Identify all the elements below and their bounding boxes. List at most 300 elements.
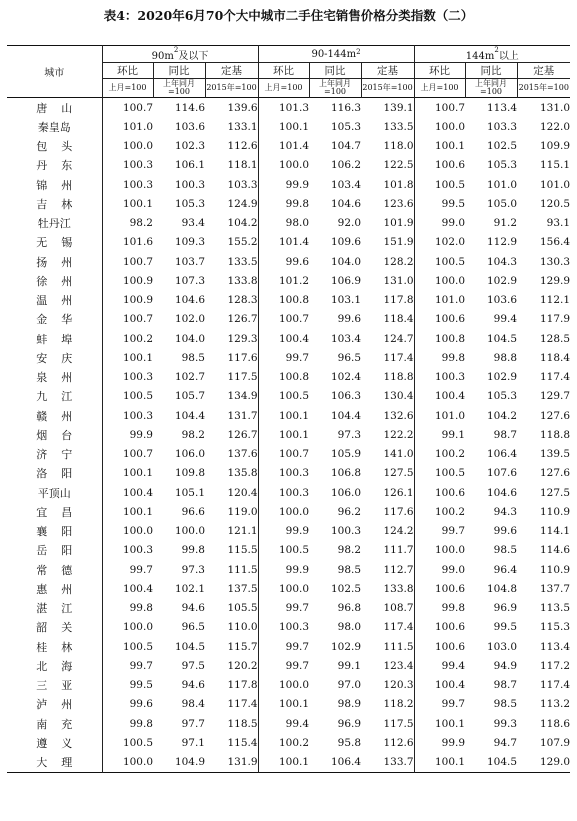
index-value: 102.5 xyxy=(486,140,518,153)
index-value: 117.4 xyxy=(539,679,571,692)
table-row xyxy=(7,233,570,252)
table-row xyxy=(7,618,570,637)
index-value: 104.5 xyxy=(174,640,205,653)
index-value: 100.7 xyxy=(102,445,153,464)
table-row xyxy=(7,214,570,233)
index-value: 100.5 xyxy=(414,464,465,483)
table-row xyxy=(7,310,570,329)
index-value: 117.4 xyxy=(539,371,571,384)
group-header: $90m^2$及以下 xyxy=(102,46,258,63)
city-name: 遵义 xyxy=(36,736,87,750)
table-row xyxy=(7,445,570,464)
city-name: 赣州 xyxy=(36,409,87,423)
price-index-table xyxy=(7,45,570,773)
index-value: 109.9 xyxy=(539,140,571,153)
index-value: 100.0 xyxy=(102,137,153,156)
page-title: 表4：2020年6月70个大中城市二手住宅销售价格分类指数（二） xyxy=(103,8,474,23)
index-value: 100.0 xyxy=(102,753,153,773)
index-value: 118.1 xyxy=(227,159,258,172)
index-value: 100.0 xyxy=(258,579,309,598)
index-value: 117.9 xyxy=(539,313,571,326)
index-value: 127.6 xyxy=(539,409,571,422)
index-value: 100.0 xyxy=(102,522,153,541)
index-value: 100.3 xyxy=(330,525,362,538)
city-name: 吉林 xyxy=(36,197,87,211)
table-row xyxy=(7,117,570,136)
index-value: 100.9 xyxy=(102,271,153,290)
index-value: 101.2 xyxy=(258,271,309,290)
index-value: 100.6 xyxy=(414,637,465,656)
sub-header-yoy: 同比 xyxy=(309,63,361,79)
index-value: 100.5 xyxy=(414,252,465,271)
index-value: 102.9 xyxy=(486,371,518,384)
index-value: 100.4 xyxy=(414,676,465,695)
city-name: 无锡 xyxy=(36,236,87,250)
index-value: 99.9 xyxy=(258,560,309,579)
table-row xyxy=(7,271,570,290)
index-value: 92.0 xyxy=(337,217,362,230)
index-value: 126.7 xyxy=(227,428,258,441)
index-value: 130.3 xyxy=(539,255,571,268)
city-name: 烟台 xyxy=(36,428,87,442)
index-value: 100.8 xyxy=(258,291,309,310)
index-value: 96.5 xyxy=(181,621,205,634)
index-value: 104.7 xyxy=(330,140,362,153)
index-value: 100.1 xyxy=(414,714,465,733)
city-name: 韶关 xyxy=(36,621,87,635)
index-value: 117.4 xyxy=(383,621,414,634)
index-value: 117.2 xyxy=(539,659,571,672)
city-name: 湛江 xyxy=(36,602,87,616)
index-value: 126.7 xyxy=(227,313,258,326)
index-value: 139.1 xyxy=(383,101,414,114)
index-value: 137.7 xyxy=(539,582,571,595)
index-value: 99.4 xyxy=(414,656,465,675)
index-value: 118.0 xyxy=(383,140,414,153)
index-value: 115.5 xyxy=(227,544,258,557)
city-name: 蚌埠 xyxy=(36,332,87,346)
index-value: 100.2 xyxy=(102,329,153,348)
index-value: 99.7 xyxy=(258,656,309,675)
table-row xyxy=(7,522,570,541)
index-value: 127.5 xyxy=(383,467,414,480)
index-value: 131.7 xyxy=(227,409,258,422)
city-name: 唐山 xyxy=(36,101,87,115)
index-value: 100.3 xyxy=(102,406,153,425)
index-value: 93.1 xyxy=(546,217,571,230)
index-value: 99.1 xyxy=(414,425,465,444)
index-value: 99.5 xyxy=(493,621,518,634)
index-value: 98.5 xyxy=(493,544,518,557)
city-name: 牡丹江 xyxy=(37,217,71,231)
table-row xyxy=(7,252,570,271)
index-value: 100.7 xyxy=(102,252,153,271)
index-value: 100.7 xyxy=(414,98,465,118)
index-value: 97.3 xyxy=(181,563,205,576)
index-value: 103.1 xyxy=(330,294,362,307)
index-value: 99.8 xyxy=(102,599,153,618)
base-label: 上月=100 xyxy=(258,79,309,98)
index-value: 106.8 xyxy=(330,467,362,480)
city-name: 泉州 xyxy=(36,371,87,385)
table-row xyxy=(7,541,570,560)
index-value: 105.3 xyxy=(174,197,205,210)
index-value: 117.6 xyxy=(383,505,414,518)
index-value: 98.2 xyxy=(181,428,205,441)
index-value: 115.4 xyxy=(227,736,258,749)
city-name: 扬州 xyxy=(36,255,87,269)
table-row xyxy=(7,714,570,733)
index-value: 100.1 xyxy=(102,194,153,213)
index-value: 98.2 xyxy=(337,544,362,557)
index-value: 115.1 xyxy=(539,159,571,172)
index-value: 104.4 xyxy=(330,409,362,422)
index-value: 102.4 xyxy=(330,371,362,384)
index-value: 109.6 xyxy=(330,236,362,249)
index-value: 100.1 xyxy=(414,753,465,773)
index-value: 94.6 xyxy=(181,602,205,615)
index-value: 99.8 xyxy=(414,599,465,618)
index-value: 100.5 xyxy=(414,175,465,194)
index-value: 104.4 xyxy=(174,409,205,422)
index-value: 130.4 xyxy=(383,390,414,403)
index-value: 107.6 xyxy=(486,467,518,480)
index-value: 129.9 xyxy=(539,274,571,287)
index-value: 112.9 xyxy=(486,236,518,249)
index-value: 98.0 xyxy=(337,621,362,634)
index-value: 100.4 xyxy=(258,329,309,348)
index-value: 110.9 xyxy=(539,563,571,576)
index-value: 99.6 xyxy=(337,313,362,326)
index-value: 132.6 xyxy=(383,409,414,422)
index-value: 99.4 xyxy=(493,313,518,326)
index-value: 111.5 xyxy=(227,563,258,576)
index-value: 100.7 xyxy=(258,445,309,464)
index-value: 112.6 xyxy=(227,140,258,153)
index-value: 100.2 xyxy=(258,733,309,752)
index-value: 100.3 xyxy=(174,178,205,191)
table-row xyxy=(7,98,570,118)
index-value: 120.3 xyxy=(383,679,414,692)
index-value: 99.9 xyxy=(102,425,153,444)
city-name: 宜昌 xyxy=(36,505,87,519)
index-value: 109.8 xyxy=(174,467,205,480)
index-value: 103.4 xyxy=(330,178,362,191)
index-value: 139.5 xyxy=(539,448,571,461)
index-value: 117.6 xyxy=(227,351,258,364)
index-value: 119.0 xyxy=(227,505,258,518)
index-value: 100.3 xyxy=(258,464,309,483)
index-value: 100.6 xyxy=(414,618,465,637)
index-value: 96.8 xyxy=(337,602,362,615)
city-name: 惠州 xyxy=(36,582,87,596)
index-value: 99.8 xyxy=(102,714,153,733)
index-value: 114.6 xyxy=(539,544,571,557)
index-value: 100.1 xyxy=(102,502,153,521)
city-name: 安庆 xyxy=(36,351,87,365)
table-row xyxy=(7,348,570,367)
index-value: 117.8 xyxy=(383,294,414,307)
index-value: 124.2 xyxy=(383,525,414,538)
index-value: 104.9 xyxy=(174,756,205,769)
index-value: 105.7 xyxy=(174,390,205,403)
base-label: 上年同月=100 xyxy=(465,79,517,98)
index-value: 93.4 xyxy=(181,217,205,230)
index-value: 99.9 xyxy=(258,522,309,541)
index-value: 103.3 xyxy=(227,178,258,191)
index-value: 155.2 xyxy=(227,236,258,249)
index-value: 105.9 xyxy=(330,448,362,461)
city-name: 岳阳 xyxy=(36,544,87,558)
city-name: 洛阳 xyxy=(36,467,87,481)
index-value: 100.5 xyxy=(258,541,309,560)
index-value: 101.0 xyxy=(539,178,571,191)
index-value: 113.4 xyxy=(486,101,518,114)
index-value: 99.6 xyxy=(102,695,153,714)
index-value: 122.0 xyxy=(539,120,571,133)
index-value: 99.9 xyxy=(258,175,309,194)
index-value: 100.0 xyxy=(258,502,309,521)
index-value: 112.7 xyxy=(383,563,414,576)
index-value: 100.1 xyxy=(102,348,153,367)
index-value: 120.5 xyxy=(539,197,571,210)
index-value: 124.7 xyxy=(383,332,414,345)
sub-header-mom: 环比 xyxy=(414,63,465,79)
index-value: 96.5 xyxy=(337,351,362,364)
table-row xyxy=(7,502,570,521)
index-value: 96.4 xyxy=(493,563,518,576)
index-value: 111.5 xyxy=(383,640,414,653)
index-value: 115.3 xyxy=(539,621,571,634)
index-value: 133.1 xyxy=(227,120,258,133)
index-value: 100.3 xyxy=(258,483,309,502)
index-value: 101.0 xyxy=(102,117,153,136)
index-value: 99.8 xyxy=(181,544,205,557)
index-value: 106.4 xyxy=(486,448,518,461)
index-value: 137.6 xyxy=(227,448,258,461)
index-value: 123.6 xyxy=(383,197,414,210)
index-value: 133.5 xyxy=(383,120,414,133)
index-value: 99.0 xyxy=(414,560,465,579)
index-value: 118.4 xyxy=(539,351,571,364)
city-name: 泸州 xyxy=(36,698,87,712)
city-name: 济宁 xyxy=(36,448,87,462)
index-value: 134.9 xyxy=(227,390,258,403)
index-value: 133.7 xyxy=(383,756,414,769)
index-value: 99.5 xyxy=(414,194,465,213)
city-name: 常德 xyxy=(36,563,87,577)
index-value: 100.1 xyxy=(102,464,153,483)
index-value: 96.9 xyxy=(493,602,518,615)
index-value: 94.9 xyxy=(493,659,518,672)
index-value: 106.2 xyxy=(330,159,362,172)
index-value: 104.5 xyxy=(486,756,518,769)
index-value: 102.3 xyxy=(174,140,205,153)
index-value: 99.7 xyxy=(414,522,465,541)
index-value: 100.0 xyxy=(258,676,309,695)
index-value: 122.5 xyxy=(383,159,414,172)
index-value: 91.2 xyxy=(493,217,518,230)
index-value: 99.7 xyxy=(102,560,153,579)
index-value: 106.9 xyxy=(330,274,362,287)
index-value: 118.5 xyxy=(227,717,258,730)
index-value: 98.2 xyxy=(102,214,153,233)
base-label: 上月=100 xyxy=(102,79,153,98)
index-value: 139.6 xyxy=(227,101,258,114)
index-value: 118.4 xyxy=(383,313,414,326)
index-value: 98.9 xyxy=(337,698,362,711)
index-value: 107.9 xyxy=(539,736,571,749)
index-value: 129.0 xyxy=(539,756,571,769)
table-row xyxy=(7,464,570,483)
table-row xyxy=(7,368,570,387)
index-value: 105.1 xyxy=(174,486,205,499)
index-value: 100.8 xyxy=(258,368,309,387)
index-value: 105.0 xyxy=(486,197,518,210)
index-value: 100.1 xyxy=(258,753,309,773)
index-value: 94.6 xyxy=(181,679,205,692)
index-value: 102.7 xyxy=(174,371,205,384)
index-value: 103.7 xyxy=(174,255,205,268)
index-value: 99.7 xyxy=(258,348,309,367)
index-value: 98.0 xyxy=(258,214,309,233)
index-value: 122.2 xyxy=(383,428,414,441)
index-value: 113.5 xyxy=(539,602,571,615)
index-value: 100.4 xyxy=(102,483,153,502)
table-row xyxy=(7,560,570,579)
index-value: 96.9 xyxy=(337,717,362,730)
table-row xyxy=(7,637,570,656)
index-value: 135.8 xyxy=(227,467,258,480)
index-value: 118.8 xyxy=(383,371,414,384)
index-value: 112.1 xyxy=(539,294,571,307)
table-row xyxy=(7,194,570,213)
index-value: 99.4 xyxy=(258,714,309,733)
base-label: 2015年=100 xyxy=(361,79,414,98)
index-value: 99.1 xyxy=(337,659,362,672)
sub-header-yoy: 同比 xyxy=(153,63,205,79)
index-value: 99.5 xyxy=(102,676,153,695)
index-value: 121.1 xyxy=(227,525,258,538)
index-value: 101.4 xyxy=(258,137,309,156)
index-value: 116.3 xyxy=(330,101,362,114)
base-label: 2015年=100 xyxy=(205,79,258,98)
index-value: 100.5 xyxy=(102,733,153,752)
sub-header-mom: 环比 xyxy=(102,63,153,79)
index-value: 104.5 xyxy=(486,332,518,345)
index-value: 102.9 xyxy=(330,640,362,653)
sub-header-yoy: 同比 xyxy=(465,63,517,79)
table-row xyxy=(7,599,570,618)
table-body xyxy=(7,98,570,773)
index-value: 99.7 xyxy=(102,656,153,675)
index-value: 105.3 xyxy=(330,120,362,133)
index-value: 103.6 xyxy=(486,294,518,307)
index-value: 117.5 xyxy=(383,717,414,730)
index-value: 133.5 xyxy=(227,255,258,268)
index-value: 101.0 xyxy=(414,291,465,310)
index-value: 102.0 xyxy=(174,313,205,326)
index-value: 113.2 xyxy=(539,698,571,711)
index-value: 99.6 xyxy=(493,525,518,538)
index-value: 108.7 xyxy=(383,602,414,615)
index-value: 110.9 xyxy=(539,505,571,518)
index-value: 118.8 xyxy=(539,428,571,441)
index-value: 141.0 xyxy=(383,448,414,461)
index-value: 114.1 xyxy=(539,525,571,538)
index-value: 101.4 xyxy=(258,233,309,252)
index-value: 106.3 xyxy=(330,390,362,403)
index-value: 127.6 xyxy=(539,467,571,480)
index-value: 98.8 xyxy=(493,351,518,364)
index-value: 100.1 xyxy=(258,695,309,714)
index-value: 103.3 xyxy=(486,120,518,133)
base-label: 上年同月=100 xyxy=(309,79,361,98)
index-value: 103.0 xyxy=(486,640,518,653)
index-value: 100.5 xyxy=(102,387,153,406)
index-value: 151.9 xyxy=(383,236,414,249)
index-value: 123.4 xyxy=(383,659,414,672)
index-value: 128.2 xyxy=(383,255,414,268)
index-value: 104.8 xyxy=(486,582,518,595)
index-value: 111.7 xyxy=(383,544,414,557)
index-value: 137.5 xyxy=(227,582,258,595)
city-name: 九江 xyxy=(36,390,87,404)
index-value: 101.3 xyxy=(258,98,309,118)
index-value: 115.7 xyxy=(227,640,258,653)
index-value: 112.6 xyxy=(383,736,414,749)
index-value: 97.0 xyxy=(337,679,362,692)
index-value: 98.4 xyxy=(181,698,205,711)
index-value: 106.0 xyxy=(330,486,362,499)
index-value: 100.2 xyxy=(414,502,465,521)
index-value: 117.5 xyxy=(227,371,258,384)
index-value: 100.8 xyxy=(414,329,465,348)
index-value: 94.3 xyxy=(493,505,518,518)
city-name: 温州 xyxy=(36,294,87,308)
sub-header-mom: 环比 xyxy=(258,63,309,79)
index-value: 99.7 xyxy=(258,637,309,656)
index-value: 104.6 xyxy=(174,294,205,307)
table-row xyxy=(7,175,570,194)
table-row xyxy=(7,483,570,502)
index-value: 100.3 xyxy=(414,368,465,387)
city-name: 锦州 xyxy=(36,178,87,192)
index-value: 100.6 xyxy=(414,156,465,175)
sub-header-base: 定基 xyxy=(517,63,570,79)
index-value: 94.7 xyxy=(493,736,518,749)
city-name: 南充 xyxy=(36,717,87,731)
index-value: 124.9 xyxy=(227,197,258,210)
index-value: 100.0 xyxy=(258,156,309,175)
index-value: 105.5 xyxy=(227,602,258,615)
base-label: 上月=100 xyxy=(414,79,465,98)
index-value: 100.5 xyxy=(102,637,153,656)
table-row xyxy=(7,656,570,675)
city-column-header: 城市 xyxy=(44,68,65,79)
index-value: 99.3 xyxy=(493,717,518,730)
index-value: 100.1 xyxy=(258,117,309,136)
index-value: 99.8 xyxy=(258,194,309,213)
table-row xyxy=(7,733,570,752)
city-name: 秦皇岛 xyxy=(37,120,71,134)
index-value: 100.3 xyxy=(102,368,153,387)
index-value: 100.2 xyxy=(414,445,465,464)
index-value: 133.8 xyxy=(383,582,414,595)
index-value: 100.6 xyxy=(414,483,465,502)
index-value: 104.6 xyxy=(330,197,362,210)
index-value: 103.6 xyxy=(174,120,205,133)
